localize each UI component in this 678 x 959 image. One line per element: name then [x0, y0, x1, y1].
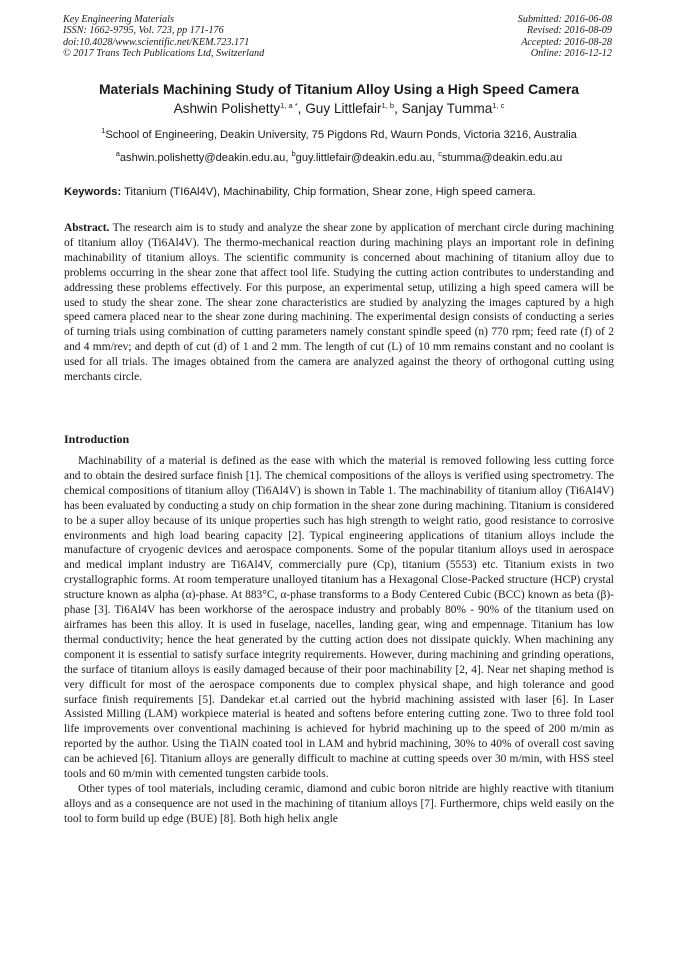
revised-date: Revised: 2016-08-09 — [526, 25, 612, 37]
keywords-text: Titanium (TI6Al4V), Machinability, Chip formation, Shear zone, High speed camera. — [124, 186, 536, 198]
body-paragraph: Machinability of a material is defined as the ease with which the material is removed following less cutting force and to obtain the desired surface finish [1]. The chemical compositions of the alloys is verified using spectrometry. The chemical compositions of titanium alloy (Ti6Al4V) is shown in Table 1. The machinability of titanium alloy (Ti6Al4V) has been evaluated by conducting a study on chip formation in the shear zone during machining. Titanium is considered to be a super alloy because of its unique properties such has high strength to weight ratio, good resistance to corrosive environments and high load bearing capacity [2]. Typical engineering applications of titanium alloys include the manufacture of cryogenic devices and aerospace components. Some of the popular titanium alloys used in aerospace and medical implant industry are Ti6Al4V, commercially pure (Cp), titanium (5553) etc. Titanium exists in two crystallographic forms. At room temperature unalloyed titanium has a Hexagonal Close-Packed structure (HCP) crystal structure known as alpha (α)-phase. At 883°C, α-phase transforms to a Body Centered Cubic (BCC) known as beta (β)-phase [3]. Ti6Al4V has been workhorse of the aerospace industry and probably 80% - 90% of the titanium used on airframes has been this alloy. It is used in fuselage, nacelles, landing gear, wing and empennage. Titanium has low thermal conductivity; hence the heat generated by the cutting action does not dissipate quickly. When machining any component it is essential to satisfy surface integrity requirements. However, during machining and grinding operations, the surface of titanium alloys is easily damaged because of their poor machinability [2, 4]. Near net shaping method is very difficult for most of the aerospace components due to complex physical shape, and high tolerance and good surface finish requirements [5]. Dandekar et.al carried out the hybrid machining assisted with laser [6]. In Laser Assisted Milling (LAM) workpiece material is heated and softens before entering cutting zone. Two to three fold tool life improvements over conventional machining is achieved for hybrid machining up to the speed of 200 m/min as reported by the author. Using the TiAlN coated tool in LAM and hybrid machining, 30% to 40% of overall cost saving can be achieved [6]. Titanium alloys are generally difficult to machine at cutting speeds over 30 m/min, with HSS steel tools and 60 m/min with cemented tungsten carbide tools. — [64, 455, 614, 781]
author-name: Guy Littlefair — [305, 101, 382, 116]
author-list: Ashwin Polishetty$^{1, a *}$, Guy Littlefair$^{1, b}$, Sanjay Tumma$^{1, c}$ — [173, 101, 505, 116]
keywords — [64, 186, 536, 198]
author-affiliation-mark: 1, b — [381, 101, 395, 110]
affiliation-mark: 1 — [101, 126, 106, 135]
author-affiliation-mark: 1, c — [492, 101, 505, 110]
publication-dates — [518, 14, 612, 60]
doi-line: doi:10.4028/www.scientific.net/KEM.723.171 — [63, 36, 250, 48]
author-name: Sanjay Tumma — [401, 101, 493, 116]
author-affiliation-mark: 1, a * — [280, 101, 298, 110]
body-paragraph: Other types of tool materials, including ceramic, diamond and cubic boron nitride are highly reactive with titanium alloys and as a consequence are not used in the machining of titanium alloys [7]. Furthermore, chips weld easily on the tool to form build up edge (BUE) [8]. Both high helix angle — [64, 782, 614, 825]
affiliation — [0, 126, 678, 141]
accepted-date: Accepted: 2016-08-28 — [521, 36, 612, 48]
email-link[interactable]: stumma@deakin.edu.au — [441, 152, 563, 164]
journal-name: Key Engineering Materials — [63, 14, 174, 25]
abstract-label: Abstract. — [64, 222, 110, 234]
author-emails: $^a$ashwin.polishetty@deakin.edu.au, $^b$guy.littlefair@deakin.edu.au, $^c$stumma@deakin.edu.au — [115, 149, 563, 164]
online-date: Online: 2016-12-12 — [530, 48, 612, 60]
journal-info — [63, 14, 264, 60]
abstract — [64, 221, 614, 385]
author-name: Ashwin Polishetty — [173, 101, 281, 116]
email-mark: c — [438, 149, 442, 158]
section-heading: Introduction — [64, 432, 130, 446]
copyright-line: © 2017 Trans Tech Publications Ltd, Switzerland — [63, 48, 265, 60]
email-mark: a — [115, 149, 120, 158]
issn-line: ISSN: 1662-9795, Vol. 723, pp 171-176 — [63, 25, 224, 37]
email-link[interactable]: guy.littlefair@deakin.edu.au — [295, 152, 432, 164]
paper-title: Materials Machining Study of Titanium Alloy Using a High Speed Camera — [98, 81, 580, 97]
email-link[interactable]: ashwin.polishetty@deakin.edu.au — [119, 152, 286, 164]
introduction-body — [64, 454, 614, 827]
affiliation-text: School of Engineering, Deakin University, 75 Pigdons Rd, Waurn Ponds, Victoria 3216, Australia — [105, 129, 577, 141]
submitted-date: Submitted: 2016-06-08 — [517, 14, 612, 25]
abstract-text: The research aim is to study and analyze the shear zone by application of merchant circle during machining of titanium alloy (Ti6Al4V). The thermo-mechanical reaction during machining plays an important role in defining machinability of titanium alloys. The scientific community is concerned about machining of titanium alloy due to problems occurring in the shear zone that affect tool life. Studying the cutting action contributes to understanding and addressing these problems effectively. For this purpose, an experimental setup, utilizing a high speed camera will be used to study the shear zone. The shear zone characteristics are studied by analyzing the images captured by a high speed camera placed near to the shear zone during machining. The experimental design consists of conducting a series of turning trials using combination of cutting parameters namely constant spindle speed (n) 770 rpm; feed rate (f) of 2 and 4 mm/rev; and depth of cut (d) of 1 and 2 mm. The length of cut (L) of 10 mm remains constant and no coolant is used for all trials. The images obtained from the camera are analyzed against the theory of orthogonal cutting using merchants circle. — [64, 222, 614, 384]
email-mark: b — [291, 149, 296, 158]
keywords-label: Keywords: — [64, 186, 122, 198]
